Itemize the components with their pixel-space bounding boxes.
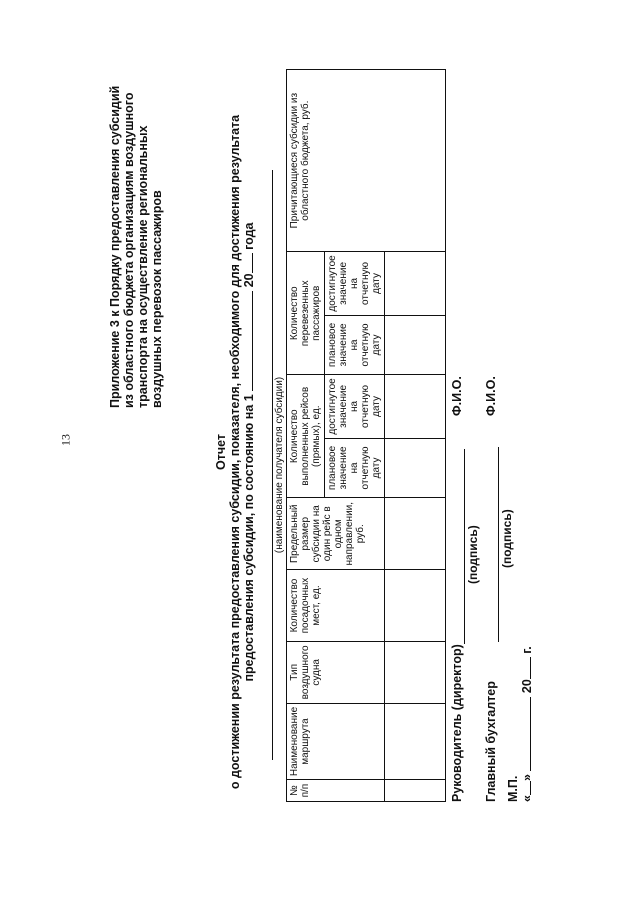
header-due: Причитающиеся субсидии из областного бюджета, руб. <box>287 70 446 252</box>
cell-empty <box>385 780 446 802</box>
cell-empty <box>385 438 446 498</box>
recipient-caption: (наименование получателя субсидии) <box>272 170 285 760</box>
director-signature-line <box>464 449 465 644</box>
cell-empty <box>385 498 446 570</box>
appendix-line: воздушных перевозок пассажиров <box>150 190 164 408</box>
accountant-fio: Ф.И.О. <box>484 376 498 416</box>
appendix-line: транспорта на осуществление региональных <box>136 125 150 408</box>
title-line-2: предоставления субсидии, по состоянию на 1 20 года <box>242 222 256 682</box>
header-passengers: Количество перевезенных пассажиров <box>287 252 325 375</box>
cell-empty <box>385 641 446 703</box>
flights-achieved: достигнутое значение на отчетную дату <box>325 375 385 438</box>
header-aircraft: Тип воздушного судна <box>287 641 385 703</box>
title-heading: Отчет <box>214 434 228 471</box>
header-max-subsidy: Предельный размер субсидии на один рейс в одном направлении, руб. <box>287 498 385 570</box>
flights-planned: плановое значение на отчетную дату <box>325 438 385 498</box>
header-row <box>287 70 325 802</box>
header-num: № п/п <box>287 780 385 802</box>
accountant-label: Главный бухгалтер <box>484 681 498 802</box>
cell-empty <box>385 570 446 642</box>
rotated-document <box>100 52 540 852</box>
appendix-line: из областного бюджета организациям воздушного <box>122 92 136 408</box>
accountant-signature-caption: (подпись) <box>500 509 514 568</box>
stamp-label: М.П. <box>506 775 520 802</box>
accountant-signature-line <box>498 447 499 642</box>
cell-empty <box>385 375 446 438</box>
page-number: 13 <box>58 434 73 446</box>
header-route: Наименование маршрута <box>287 703 385 779</box>
passengers-planned: плановое значение на отчетную дату <box>325 315 385 375</box>
header-flights: Количество выполненных рейсов (прямых), ед. <box>287 375 325 498</box>
director-signature-caption: (подпись) <box>466 525 480 584</box>
passengers-achieved: достигнутое значение на отчетную дату <box>325 252 385 315</box>
director-fio: Ф.И.О. <box>450 376 464 416</box>
header-seats: Количество посадочных мест, ед. <box>287 570 385 642</box>
director-label: Руководитель (директор) <box>450 644 464 802</box>
report-table <box>286 69 446 802</box>
cell-empty <box>385 252 446 315</box>
cell-empty <box>385 315 446 375</box>
date-line: «» 20 г. <box>520 646 534 802</box>
appendix-line: Приложение 3 к Порядку предоставления субсидий <box>108 85 122 408</box>
report-title <box>214 112 256 792</box>
title-line-1: о достижении результата предоставления субсидии, показателя, необходимого для достижения результата <box>228 114 242 790</box>
appendix-note <box>108 58 164 408</box>
cell-empty <box>385 703 446 779</box>
